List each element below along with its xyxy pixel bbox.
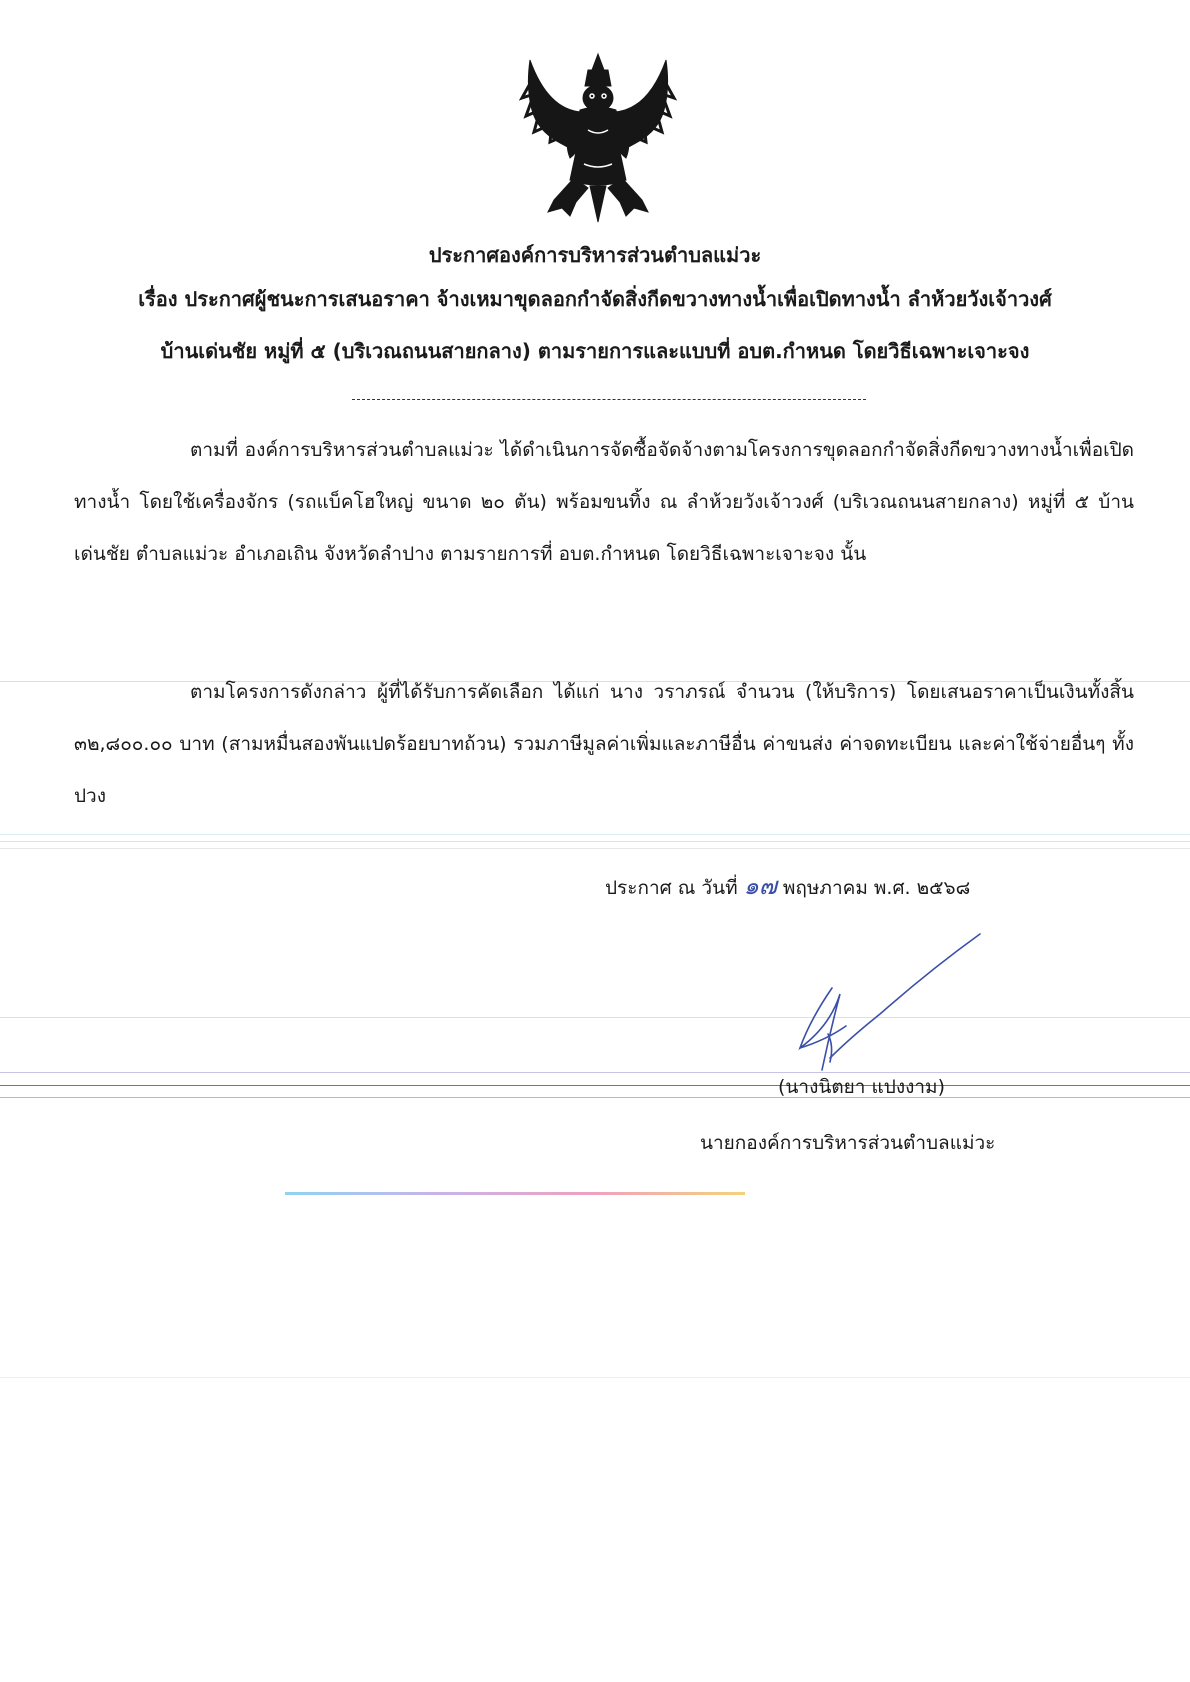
scan-line (0, 1377, 1190, 1378)
scan-line (0, 1085, 1190, 1086)
scan-line (0, 1017, 1190, 1018)
body-paragraph-2: ตามโครงการดังกล่าว ผู้ที่ได้รับการคัดเลือก ได้แก่ นาง วราภรณ์ จำนวน (ให้บริการ) โดยเสนอราคาเป็นเงินทั้งสิ้น ๓๒,๘๐๐.๐๐ บาท (สามหมื่นสองพันแปดร้อยบาทถ้วน) รวมภาษีมูลค่าเพิ่มและภาษีอื่น ค่าขนส่ง ค่าจดทะเบียน และค่าใช้จ่ายอื่นๆ ทั้งปวง (74, 681, 1134, 807)
date-day: ๑๗ (743, 872, 777, 900)
announcement-title: ประกาศองค์การบริหารส่วนตำบลแม่วะ (428, 243, 762, 267)
dashed-divider (352, 399, 866, 400)
scan-line (0, 1097, 1190, 1098)
body-paragraph-1: ตามที่ องค์การบริหารส่วนตำบลแม่วะ ได้ดำเนินการจัดซื้อจัดจ้างตามโครงการขุดลอกกำจัดสิ่งกีดขวางทางน้ำเพื่อเปิดทางน้ำ โดยใช้เครื่องจักร (รถแบ็คโฮใหญ่ ขนาด ๒๐ ตัน) พร้อมขนทิ้ง ณ ลำห้วยวังเจ้าวงศ์ (บริเวณถนนสายกลาง) หมู่ที่ ๕ บ้านเด่นชัย ตำบลแม่วะ อำเภอเถิน จังหวัดลำปาง ตามรายการที่ อบต.กำหนด โดยวิธีเฉพาะเจาะจง นั้น (74, 439, 1134, 565)
scan-line (0, 834, 1190, 835)
date-suffix: พฤษภาคม พ.ศ. ๒๕๖๘ (782, 877, 971, 899)
announcement-subject-line2: บ้านเด่นชัย หมู่ที่ ๕ (บริเวณถนนสายกลาง) ตามรายการและแบบที่ อบต.กำหนด โดยวิธีเฉพาะเจาะจง (160, 339, 1030, 363)
scan-line (0, 841, 1190, 842)
signer-position: นายกองค์การบริหารส่วนตำบลแม่วะ (700, 1132, 996, 1154)
date-prefix: ประกาศ ณ วันที่ (605, 877, 738, 899)
garuda-emblem-icon (518, 40, 678, 230)
announcement-subject-line1: เรื่อง ประกาศผู้ชนะการเสนอราคา จ้างเหมาขุดลอกกำจัดสิ่งกีดขวางทางน้ำเพื่อเปิดทางน้ำ ลำห้วยวังเจ้าวงศ์ (138, 287, 1052, 311)
signer-name: (นางนิตยา แปงงาม) (778, 1076, 945, 1098)
scan-line (0, 848, 1190, 849)
handwritten-signature (770, 930, 990, 1080)
scan-line (0, 1072, 1190, 1073)
announcement-date (605, 866, 970, 905)
scan-line (285, 1192, 745, 1195)
